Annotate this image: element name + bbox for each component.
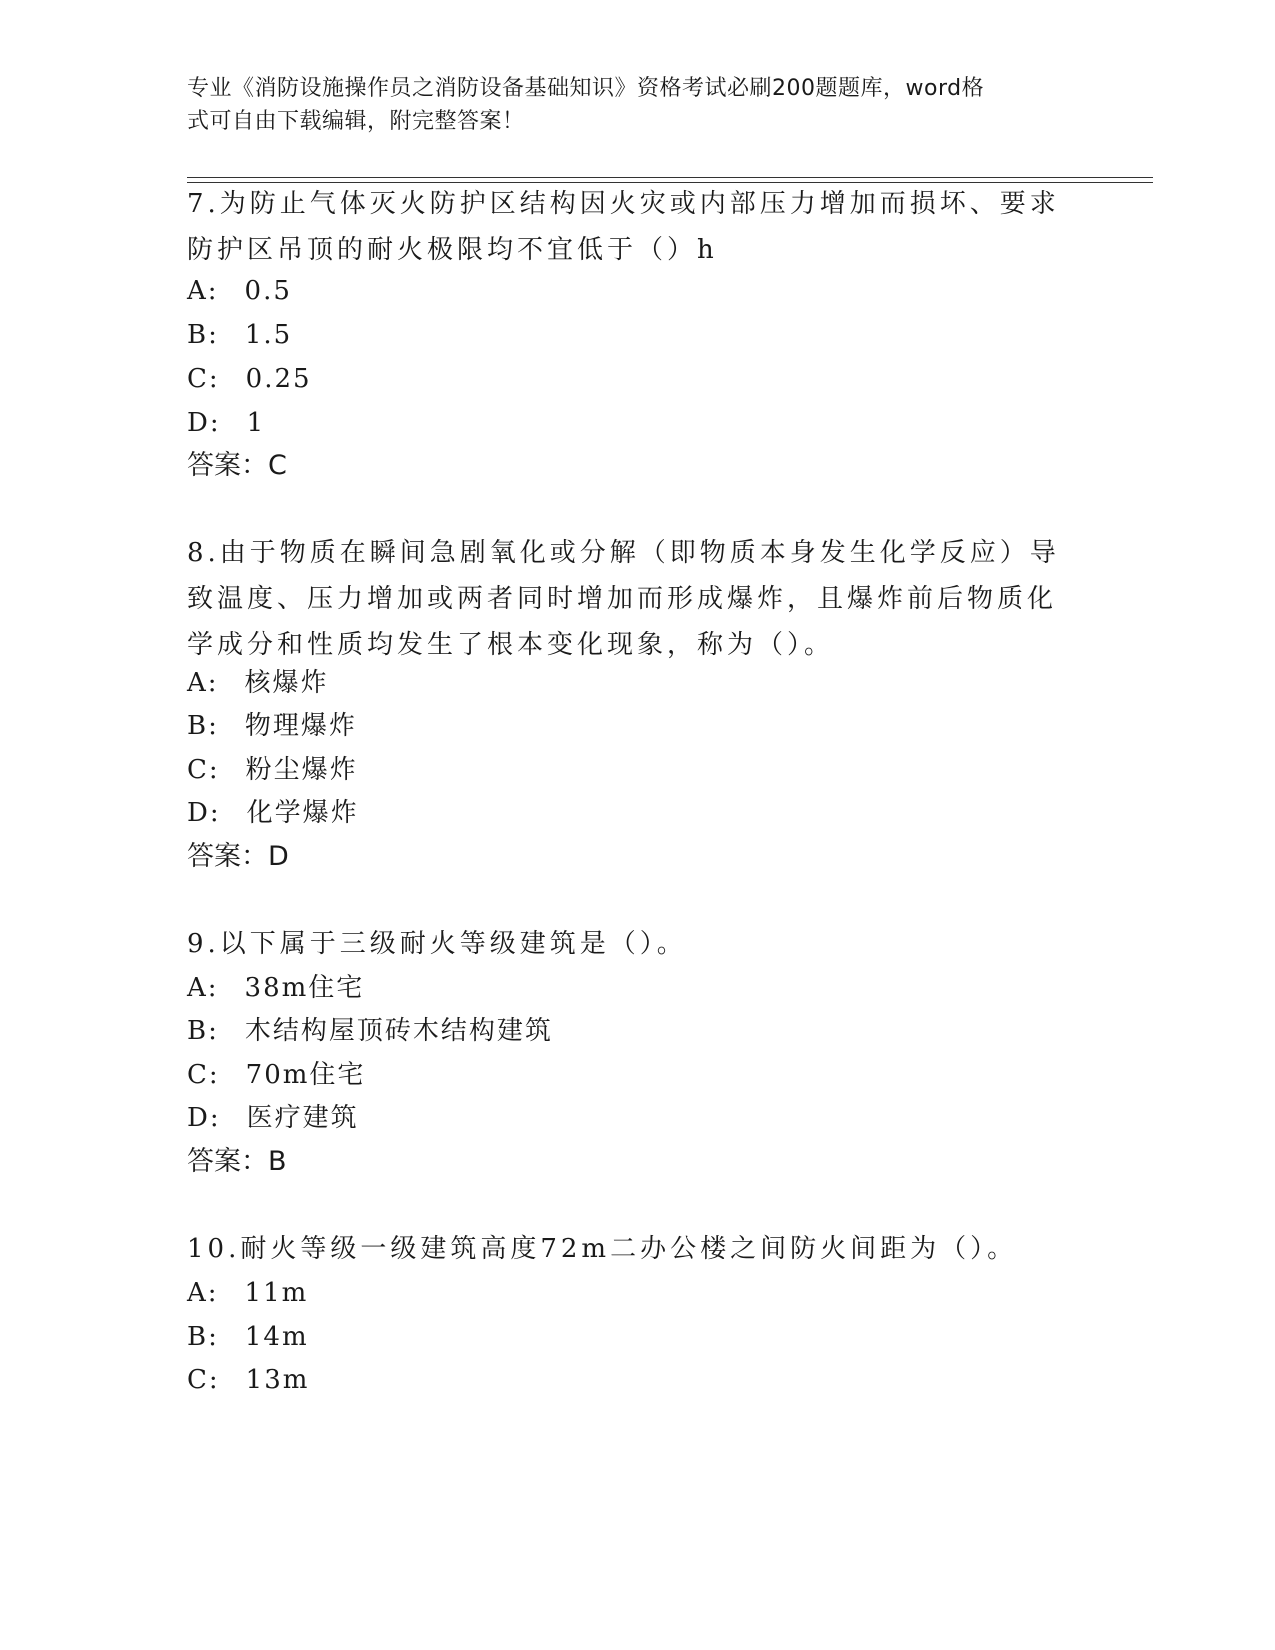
question-8-option-b: B: 物理爆炸 xyxy=(187,711,357,741)
document-header xyxy=(187,72,1067,138)
question-10-option-b: B: 14m xyxy=(187,1322,309,1352)
question-7-option-c: C: 0.25 xyxy=(187,364,312,394)
question-7-stem: 7.为防止气体灭火防护区结构因火灾或内部压力增加而损坏、要求防护区吊顶的耐火极限均不宜低于（）h xyxy=(187,189,1060,265)
question-9-answer: 答案：B xyxy=(187,1146,287,1177)
question-9-option-d: D: 医疗建筑 xyxy=(187,1103,359,1133)
question-7-answer: 答案：C xyxy=(187,450,287,481)
question-8-option-d: D: 化学爆炸 xyxy=(187,798,359,828)
header-line-1: 专业《消防设施操作员之消防设备基础知识》资格考试必刷200题题库，word格 xyxy=(187,76,985,101)
question-7-option-a: A: 0.5 xyxy=(187,276,292,306)
question-8-option-c: C: 粉尘爆炸 xyxy=(187,755,358,785)
question-9-option-a: A: 38m住宅 xyxy=(187,973,365,1003)
question-10-stem: 10.耐火等级一级建筑高度72m二办公楼之间防火间距为（）。 xyxy=(187,1234,1018,1264)
question-10-option-c: C: 13m xyxy=(187,1365,310,1395)
header-line-2: 式可自由下载编辑，附完整答案！ xyxy=(187,109,525,134)
question-7-option-d: D: 1 xyxy=(187,408,266,438)
header-divider-top xyxy=(187,177,1153,178)
question-8-option-a: A: 核爆炸 xyxy=(187,668,329,698)
question-8-stem: 8.由于物质在瞬间急剧氧化或分解（即物质本身发生化学反应）导致温度、压力增加或两者同时增加而形成爆炸，且爆炸前后物质化学成分和性质均发生了根本变化现象，称为（）。 xyxy=(187,538,1060,660)
question-9-option-c: C: 70m住宅 xyxy=(187,1060,366,1090)
question-8-answer: 答案：D xyxy=(187,841,289,872)
question-7-option-b: B: 1.5 xyxy=(187,320,293,350)
question-9-stem: 9.以下属于三级耐火等级建筑是（）。 xyxy=(187,929,687,959)
question-10-option-a: A: 11m xyxy=(187,1278,309,1308)
question-9-option-b: B: 木结构屋顶砖木结构建筑 xyxy=(187,1016,553,1046)
